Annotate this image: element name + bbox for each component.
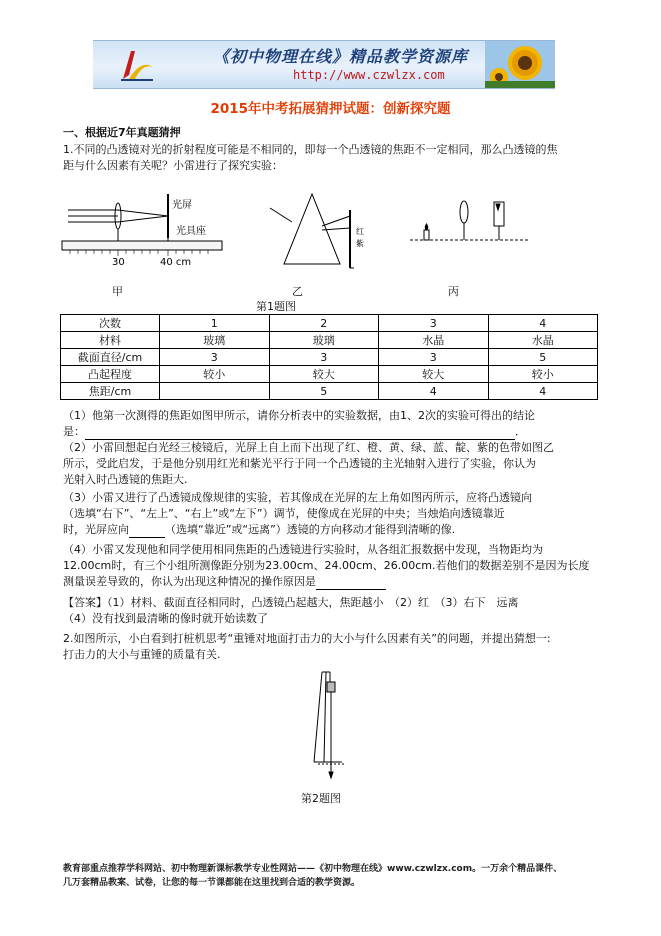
table-cell: 3 [379,315,489,332]
q1-intro-line1: 1.不同的凸透镜对光的折射程度可能是不相同的，即每一个凸透镜的焦距不一定相同，那么凸透镜的焦 [63,143,558,156]
answer-line1: 【答案】（1）材料、截面直径相同时，凸透镜凸起越大，焦距越小 （2）红 （3）右下 远离 [63,596,519,609]
q1-part4-line1: （4）小雷又发现他和同学使用相同焦距的凸透镜进行实验时，从各组汇报数据中发现，当物距均为 [63,543,543,556]
table-cell: 4 [379,383,489,400]
sub-label-yi: 乙 [292,285,303,298]
data-table [60,314,598,400]
q2-line1: 2.如图所示，小白看到打桩机思考“重锤对地面打击力的大小与什么因素有关”的问题，并提出猜想一: [63,632,551,645]
q1-part4-prefix: 测量误差导致的，你认为出现这种情况的操作原因是 [63,575,316,588]
answer-blank [316,577,386,590]
sub-label-bing: 丙 [448,285,459,298]
sunflower-icon [485,41,555,88]
q1-part4-line3 [63,574,386,590]
table-cell: 1 [160,315,270,332]
figure-2-pile-driver [300,668,360,788]
footer-line2: 几万套精品教案、试卷，让您的每一节课都能在这里找到合适的教学资源。 [63,878,361,888]
table-cell: 3 [160,349,270,366]
table-cell [160,383,270,400]
q1-part3-line3 [63,522,455,538]
table-cell: 较小 [488,366,598,383]
q1-part3-line2: （选填“右下”、“左上”、“右上”或“左下”）调节，使像成在光屏的中央；当烛焰向透镜靠近 [63,507,505,520]
table-cell: 次数 [61,315,160,332]
table-row [61,315,598,332]
q1-part3-line1: （3）小雷又进行了凸透镜成像规律的实验，若其像成在光屏的左上角如图丙所示，应将凸透镜向 [63,491,532,504]
table-cell: 凸起程度 [61,366,160,383]
table-cell: 材料 [61,332,160,349]
q1-part2-line2: 所示，受此启发，于是他分别用红光和紫光平行于同一个凸透镜的主光轴射入进行了实验，你认为 [63,457,536,470]
figure-bing-setup [410,201,530,240]
table-cell: 较大 [269,366,379,383]
label-bench: 光具座 [176,226,206,237]
table-cell: 4 [488,383,598,400]
table-cell: 截面直径/cm [61,349,160,366]
answer-blank [129,525,165,538]
q2-line2: 打击力的大小与重锤的质量有关. [63,648,221,661]
answer-line2: （4）没有找到最清晰的像时就开始读数了 [63,612,268,625]
table-cell: 水晶 [488,332,598,349]
table-cell: 3 [269,349,379,366]
header-banner [93,40,555,89]
site-logo-icon [119,45,155,83]
q1-part3-prefix: 时，光屏应向 [63,523,129,536]
banner-url: http://www.czwlzx.com [293,68,445,82]
q1-intro-line2: 距与什么因素有关呢？小雷进行了探究实验： [63,159,283,172]
table-cell: 较小 [160,366,270,383]
sub-label-jia: 甲 [112,285,123,298]
table-cell: 较大 [379,366,489,383]
q1-part1-line1: （1）他第一次测得的焦距如图甲所示，请你分析表中的实验数据，由1、2次的实验可得出的结论 [63,409,535,422]
table-row [61,366,598,383]
figure-jia-ticks [70,250,208,256]
label-purple: 紫 [356,239,364,248]
table-cell: 5 [488,349,598,366]
figure-jia-bench [62,194,222,250]
figure-yi-prism [270,194,354,268]
table-cell: 4 [488,315,598,332]
answer-blank [85,427,515,440]
q1-part1-prefix: 是： [63,425,85,438]
table-cell: 2 [269,315,379,332]
q1-part1-end: ． [515,425,526,438]
tick-30: 30 [112,257,125,268]
table-row [61,332,598,349]
q1-part2-line1: （2）小雷回想起白光经三棱镜后，光屏上自上而下出现了红、橙、黄、绿、蓝、靛、紫的色带如图乙 [63,441,554,454]
table-cell: 焦距/cm [61,383,160,400]
figure-2-caption: 第2题图 [301,792,341,805]
figure-1-caption: 第1题图 [256,300,296,313]
table-cell: 水晶 [379,332,489,349]
banner-title: 《初中物理在线》精品教学资源库 [213,47,469,66]
q1-part2-line3: 光射入时凸透镜的焦距大. [63,473,188,486]
table-cell: 玻璃 [160,332,270,349]
q1-part1-line2 [63,424,526,440]
table-cell: 3 [379,349,489,366]
table-row [61,383,598,400]
label-screen: 光屏 [172,200,192,211]
figure-1 [60,186,560,298]
q1-part4-line2: 12.00cm时，有三个小组所测像距分别为23.00cm、24.00cm、26.00cm.若他们的数据差别不是因为长度 [63,559,590,572]
tick-40: 40 cm [160,257,192,268]
section-heading: 一、根据近7年真题猜押 [63,126,181,139]
label-red: 红 [356,227,364,236]
page-title: 2015年中考拓展猜押试题：创新探究题 [210,101,451,117]
footer-note [63,862,623,890]
q1-part3-suffix: （选填“靠近”或“远离”）透镜的方向移动才能得到清晰的像. [165,523,456,536]
table-cell: 玻璃 [269,332,379,349]
table-row [61,349,598,366]
footer-line1: 教育部重点推荐学科网站、初中物理新课标教学专业性网站——《初中物理在线》www.czwlzx.com。一万余个精品课件、 [63,864,563,874]
table-cell: 5 [269,383,379,400]
